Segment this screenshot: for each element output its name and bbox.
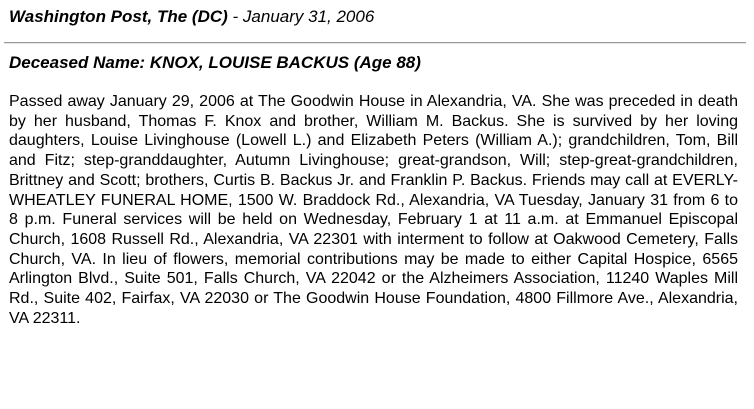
deceased-label: Deceased Name: <box>9 53 146 72</box>
obituary-text: Passed away January 29, 2006 at The Goodwin House in Alexandria, VA. She was preceded in death by her husband, Thomas F. Knox and brother, William M. Backus. She is survived by her loving daughters, Louise Livinghouse (Lowell L.) and Elizabeth Peters (William A.); grandchildren, Tom, Bill and Fitz; step-granddaughter, Autumn Livinghouse; great-grandson, Will; step-great-grandchildren, Brittney and Scott; brothers, Curtis B. Backus Jr. and Franklin P. Backus. Friends may call at EVERLY-WHEATLEY FUNERAL HOME, 1500 W. Braddock Rd., Alexandria, VA Tuesday, January 31 from 6 to 8 p.m. Funeral services will be held on Wednesday, February 1 at 11 a.m. at Emmanuel Episcopal Church, 1608 Russell Rd., Alexandria, VA 22301 with interment to follow at Oakwood Cemetery, Falls Church, VA. In lieu of flowers, memorial contributions may be made to either Capital Hospice, 6565 Arlington Blvd., Suite 501, Falls Church, VA 22042 or the Alzheimers Association, 11240 Waples Mill Rd., Suite 402, Fairfax, VA 22030 or The Goodwin House Foundation, 4800 Fillmore Ave., Alexandria, VA 22311. <box>9 93 738 327</box>
source-separator: - <box>227 7 243 26</box>
deceased-name: KNOX, LOUISE BACKUS <box>149 53 350 72</box>
source-line <box>9 6 374 28</box>
deceased-heading <box>9 52 421 74</box>
publication-name: Washington Post, The (DC) <box>9 7 228 26</box>
deceased-age: (Age 88) <box>353 53 421 72</box>
publication-date: January 31, 2006 <box>242 7 375 26</box>
header-divider <box>4 42 746 44</box>
